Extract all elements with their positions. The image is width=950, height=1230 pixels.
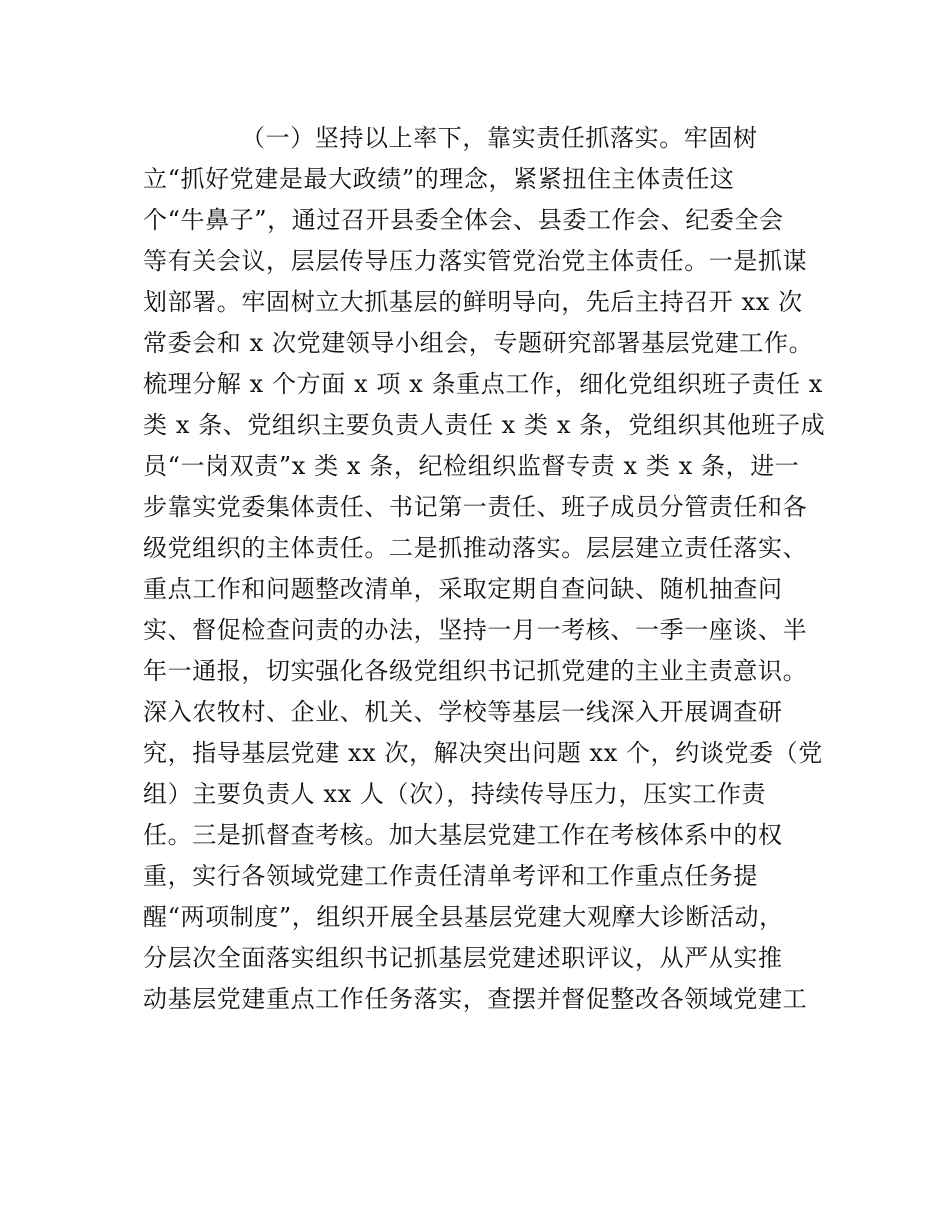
paragraph-line: 组）主要负责人 xx 人（次），持续传导压力，压实工作责 bbox=[143, 780, 767, 808]
paragraph-line: 类 x 条、党组织主要负责人责任 x 类 x 条，党组织其他班子成 bbox=[143, 411, 826, 439]
paragraph-line: 立“抓好党建是最大政绩”的理念，紧紧扭住主体责任这 bbox=[143, 165, 735, 193]
paragraph-line: 划部署。牢固树立大抓基层的鲜明导向，先后主持召开 xx 次 bbox=[143, 288, 803, 316]
paragraph-line: 步靠实党委集体责任、书记第一责任、班子成员分管责任和各 bbox=[143, 493, 808, 521]
paragraph-line: （一）坚持以上率下，靠实责任抓落实。牢固树 bbox=[241, 124, 758, 152]
paragraph-line: 个“牛鼻子”，通过召开县委全体会、县委工作会、纪委全会 bbox=[143, 206, 784, 234]
paragraph-line: 员“一岗双责”x 类 x 条，纪检组织监督专责 x 类 x 条，进一 bbox=[143, 452, 800, 480]
paragraph-line: 实、督促检查问责的办法，坚持一月一考核、一季一座谈、半 bbox=[143, 616, 808, 644]
paragraph-line: 究，指导基层党建 xx 次，解决突出问题 xx 个，约谈党委（党 bbox=[143, 739, 823, 767]
paragraph-line: 年一通报，切实强化各级党组织书记抓党建的主业主责意识。 bbox=[143, 657, 808, 685]
paragraph-line: 重点工作和问题整改清单，采取定期自查问缺、随机抽查问 bbox=[143, 575, 783, 603]
paragraph-line: 分层次全面落实组织书记抓基层党建述职评议，从严从实推 bbox=[143, 944, 783, 972]
paragraph-line: 等有关会议，层层传导压力落实管党治党主体责任。一是抓谋 bbox=[143, 247, 808, 275]
paragraph-line: 梳理分解 x 个方面 x 项 x 条重点工作，细化党组织班子责任 x bbox=[143, 370, 823, 398]
paragraph-line: 醒“两项制度”，组织开展全县基层党建大观摩大诊断活动， bbox=[143, 903, 784, 931]
paragraph-line: 重，实行各领域党建工作责任清单考评和工作重点任务提 bbox=[143, 862, 758, 890]
paragraph-line: 级党组织的主体责任。二是抓推动落实。层层建立责任落实、 bbox=[143, 534, 808, 562]
body-paragraph bbox=[143, 118, 826, 1020]
paragraph-line: 深入农牧村、企业、机关、学校等基层一线深入开展调查研 bbox=[143, 698, 783, 726]
paragraph-line: 任。三是抓督查考核。加大基层党建工作在考核体系中的权 bbox=[143, 821, 783, 849]
paragraph-line: 常委会和 x 次党建领导小组会，专题研究部署基层党建工作。 bbox=[143, 329, 814, 357]
paragraph-line: 动基层党建重点工作任务落实，查摆并督促整改各领域党建工 bbox=[143, 985, 808, 1013]
